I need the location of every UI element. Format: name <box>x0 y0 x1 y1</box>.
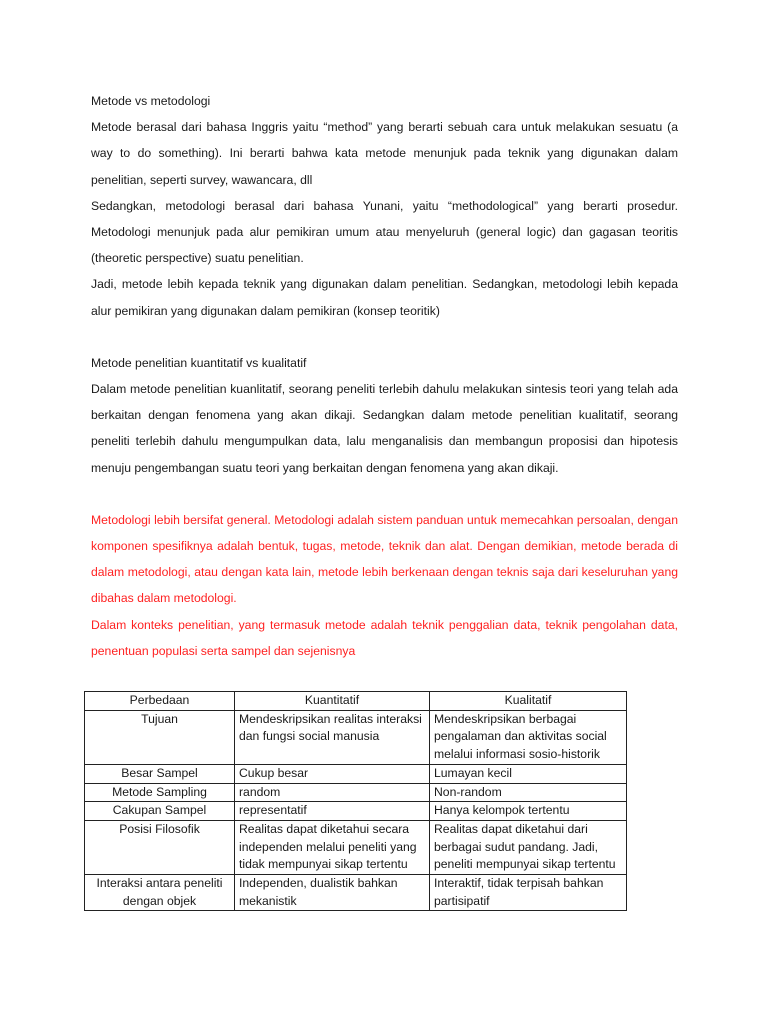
row-label: Metode Sampling <box>85 783 235 802</box>
section-title-metode-vs-metodologi: Metode vs metodologi <box>91 94 211 108</box>
cell-kuantitatif: Mendeskripsikan realitas interaksi dan fungsi social manusia <box>235 710 430 764</box>
table-row <box>85 710 627 764</box>
cell-kuantitatif: Independen, dualistik bahkan mekanistik <box>235 875 430 911</box>
table-row <box>85 820 627 874</box>
header-kuantitatif: Kuantitatif <box>235 692 430 711</box>
cell-kualitatif: Hanya kelompok tertentu <box>430 802 627 821</box>
table-row <box>85 802 627 821</box>
row-label: Besar Sampel <box>85 764 235 783</box>
row-label: Interaksi antara peneliti dengan objek <box>85 875 235 911</box>
cell-kuantitatif: random <box>235 783 430 802</box>
table-row <box>85 875 627 911</box>
comparison-table <box>84 691 627 911</box>
table-row <box>85 764 627 783</box>
row-label: Tujuan <box>85 710 235 764</box>
paragraph-kuantitatif-kualitatif: Dalam metode penelitian kuanlitatif, seorang peneliti terlebih dahulu melakukan sintesis teori yang telah ada berkaitan dengan fenomena yang akan dikaji. Sedangkan dalam metode penelitian kualitatif, seorang peneliti terlebih dahulu mengumpulkan data, lalu menganalisis dan membangun proposisi dan hipotesis menuju pengembangan suatu teori yang berkaitan dengan fenomena yang akan dikaji. <box>91 382 678 475</box>
cell-kuantitatif: representatif <box>235 802 430 821</box>
paragraph-metodologi-definition: Sedangkan, metodologi berasal dari bahasa Yunani, yaitu “methodological” yang berarti prosedur. Metodologi menunjuk pada alur pemikiran umum atau menyeluruh (general logic) dan gagasan teoritis (theoretic perspective) suatu penelitian. <box>91 198 678 266</box>
header-perbedaan: Perbedaan <box>85 692 235 711</box>
spacer <box>91 481 678 507</box>
paragraph-metode-summary: Jadi, metode lebih kepada teknik yang digunakan dalam penelitian. Sedangkan, metodologi lebih kepada alur pemikiran yang digunakan dalam pemikiran (konsep teoritik) <box>91 277 678 318</box>
section-title-kuantitatif-vs-kualitatif: Metode penelitian kuantitatif vs kualitatif <box>91 355 307 370</box>
cell-kualitatif: Interaktif, tidak terpisah bahkan partisipatif <box>430 875 627 911</box>
spacer <box>91 324 678 350</box>
row-label: Posisi Filosofik <box>85 820 235 874</box>
cell-kuantitatif: Cukup besar <box>235 764 430 783</box>
cell-kualitatif: Non-random <box>430 783 627 802</box>
paragraph-konteks-penelitian: Dalam konteks penelitian, yang termasuk metode adalah teknik penggalian data, teknik pengolahan data, penentuan populasi serta sampel dan sejenisnya <box>91 617 678 658</box>
row-label: Cakupan Sampel <box>85 802 235 821</box>
cell-kualitatif: Mendeskripsikan berbagai pengalaman dan aktivitas social melalui informasi sosio-historik <box>430 710 627 764</box>
document-body <box>91 88 678 664</box>
table-header-row <box>85 692 627 711</box>
cell-kualitatif: Realitas dapat diketahui dari berbagai sudut pandang. Jadi, peneliti mempunyai sikap tertentu <box>430 820 627 874</box>
paragraph-metodologi-general: Metodologi lebih bersifat general. Metodologi adalah sistem panduan untuk memecahkan persoalan, dengan komponen spesifiknya adalah bentuk, tugas, metode, teknik dan alat. Dengan demikian, metode berada di dalam metodologi, atau dengan kata lain, metode lebih berkenaan dengan teknis saja dari keseluruhan yang dibahas dalam metodologi. <box>91 512 678 606</box>
header-kualitatif: Kualitatif <box>430 692 627 711</box>
table-row <box>85 783 627 802</box>
cell-kuantitatif: Realitas dapat diketahui secara independen melalui peneliti yang tidak mempunyai sikap tertentu <box>235 820 430 874</box>
cell-kualitatif: Lumayan kecil <box>430 764 627 783</box>
paragraph-metode-definition: Metode berasal dari bahasa Inggris yaitu “method” yang berarti sebuah cara untuk melakukan sesuatu (a way to do something). Ini berarti bahwa kata metode menunjuk pada teknik yang digunakan dalam penelitian, seperti survey, wawancara, dll <box>91 120 678 187</box>
